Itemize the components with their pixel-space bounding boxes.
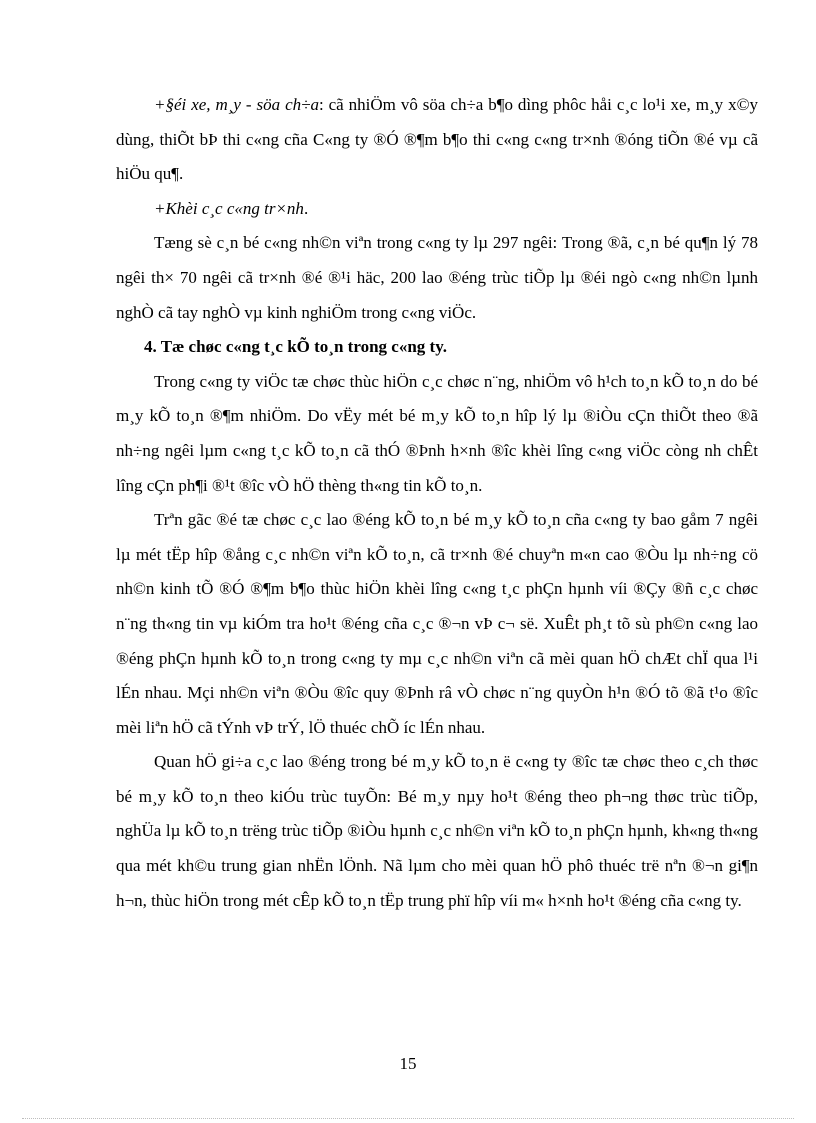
paragraph-construction-block <box>116 192 758 227</box>
page-body <box>116 88 758 918</box>
page-number: 15 <box>399 1054 417 1073</box>
paragraph-vehicle-repair-team <box>116 88 758 192</box>
paragraph-accounting-organization: Trong c«ng ty viÖc tæ chøc thùc hiÖn c¸c chøc n¨ng, nhiÖm vô h¹ch to¸n kÕ to¸n do bé m¸y kÕ to¸n ®¶m nhiÖm. Do vËy mét bé m¸y kÕ to¸n hîp lý lµ ®iÒu cÇn thiÕt theo ®ã nh÷ng ngêi lµm c«ng t¸c kÕ to¸n cã thÓ ®Þnh h×nh ®îc khèi lîng c«ng viÖc còng nh chÊt lîng cÇn ph¶i ®¹t ®îc vÒ hÖ thèng th«ng tin kÕ to¸n. <box>116 371 758 495</box>
construction-block-text: . <box>303 198 309 218</box>
section-heading: 4. Tæ chøc c«ng t¸c kÕ to¸n trong c«ng ty. <box>144 337 448 357</box>
bottom-divider <box>22 1118 794 1119</box>
vehicle-repair-team-text: : cã nhiÖm vô söa ch÷a b¶o dìng phôc håi c¸c lo¹i xe, m¸y x©y dùng, thiÕt bÞ thi c«ng cña C«ng ty ®Ó ®¶m b¶o thi c«ng c«ng tr×nh ®óng tiÕn ®é vµ cã hiÖu qu¶. <box>116 95 759 184</box>
vehicle-repair-team-lead: +§éi xe, m¸y - söa ch÷a <box>154 95 319 114</box>
paragraph-staff-count: Tæng sè c¸n bé c«ng nh©n viªn trong c«ng ty lµ 297 ngêi: Trong ®ã, c¸n bé qu¶n lý 78 ngêi th× 70 ngêi cã tr×nh ®é ®¹i häc, 200 lao ®éng trùc tiÕp lµ ®éi ngò c«ng nh©n lµnh nghÒ cã tay nghÒ vµ kinh nghiÖm trong c«ng viÖc. <box>116 233 758 322</box>
construction-block-lead: +Khèi c¸c c«ng tr×nh <box>154 198 304 218</box>
paragraph-direct-line-structure: Quan hÖ gi÷a c¸c lao ®éng trong bé m¸y kÕ to¸n ë c«ng ty ®îc tæ chøc theo c¸ch thøc bé m¸y kÕ to¸n theo kiÓu trùc tuyÕn: Bé m¸y nµy ho¹t ®éng theo ph¬ng thøc trùc tiÕp, nghÜa lµ kÕ to¸n trëng trùc tiÕp ®iÒu hµnh c¸c nh©n viªn kÕ to¸n phÇn hµnh, kh«ng th«ng qua mét kh©u trung gian nhËn lÖnh. Nã lµm cho mèi quan hÖ phô thuéc trë nªn ®¬n gi¶n h¬n, thùc hiÖn trong mét cÊp kÕ to¸n tËp trung phï hîp víi m« h×nh ho¹t ®éng cña c«ng ty. <box>116 752 758 910</box>
paragraph-accounting-staff: Trªn gãc ®é tæ chøc c¸c lao ®éng kÕ to¸n bé m¸y kÕ to¸n cña c«ng ty bao gåm 7 ngêi lµ mét tËp hîp ®ång c¸c nh©n viªn kÕ to¸n, cã tr×nh ®é chuyªn m«n cao ®Òu lµ nh÷ng cö nh©n kinh tÕ ®Ó ®¶m b¶o thùc hiÖn khèi lîng c«ng t¸c phÇn hµnh víi ®Çy ®ñ c¸c chøc n¨ng th«ng tin vµ kiÓm tra ho¹t ®éng cña c¸c ®¬n vÞ c¬ së. XuÊt ph¸t tõ sù ph©n c«ng lao ®éng phÇn hµnh kÕ to¸n trong c«ng ty mµ c¸c nh©n viªn cã mèi quan hÖ chÆt chÏ qua l¹i lÉn nhau. Mçi nh©n viªn ®Òu ®îc quy ®Þnh râ vÒ chøc n¨ng quyÒn h¹n ®Ó tõ ®ã t¹o ®îc mèi liªn hÖ cã tÝnh vÞ trÝ, lÖ thuéc chÕ íc lÉn nhau. <box>116 510 758 737</box>
